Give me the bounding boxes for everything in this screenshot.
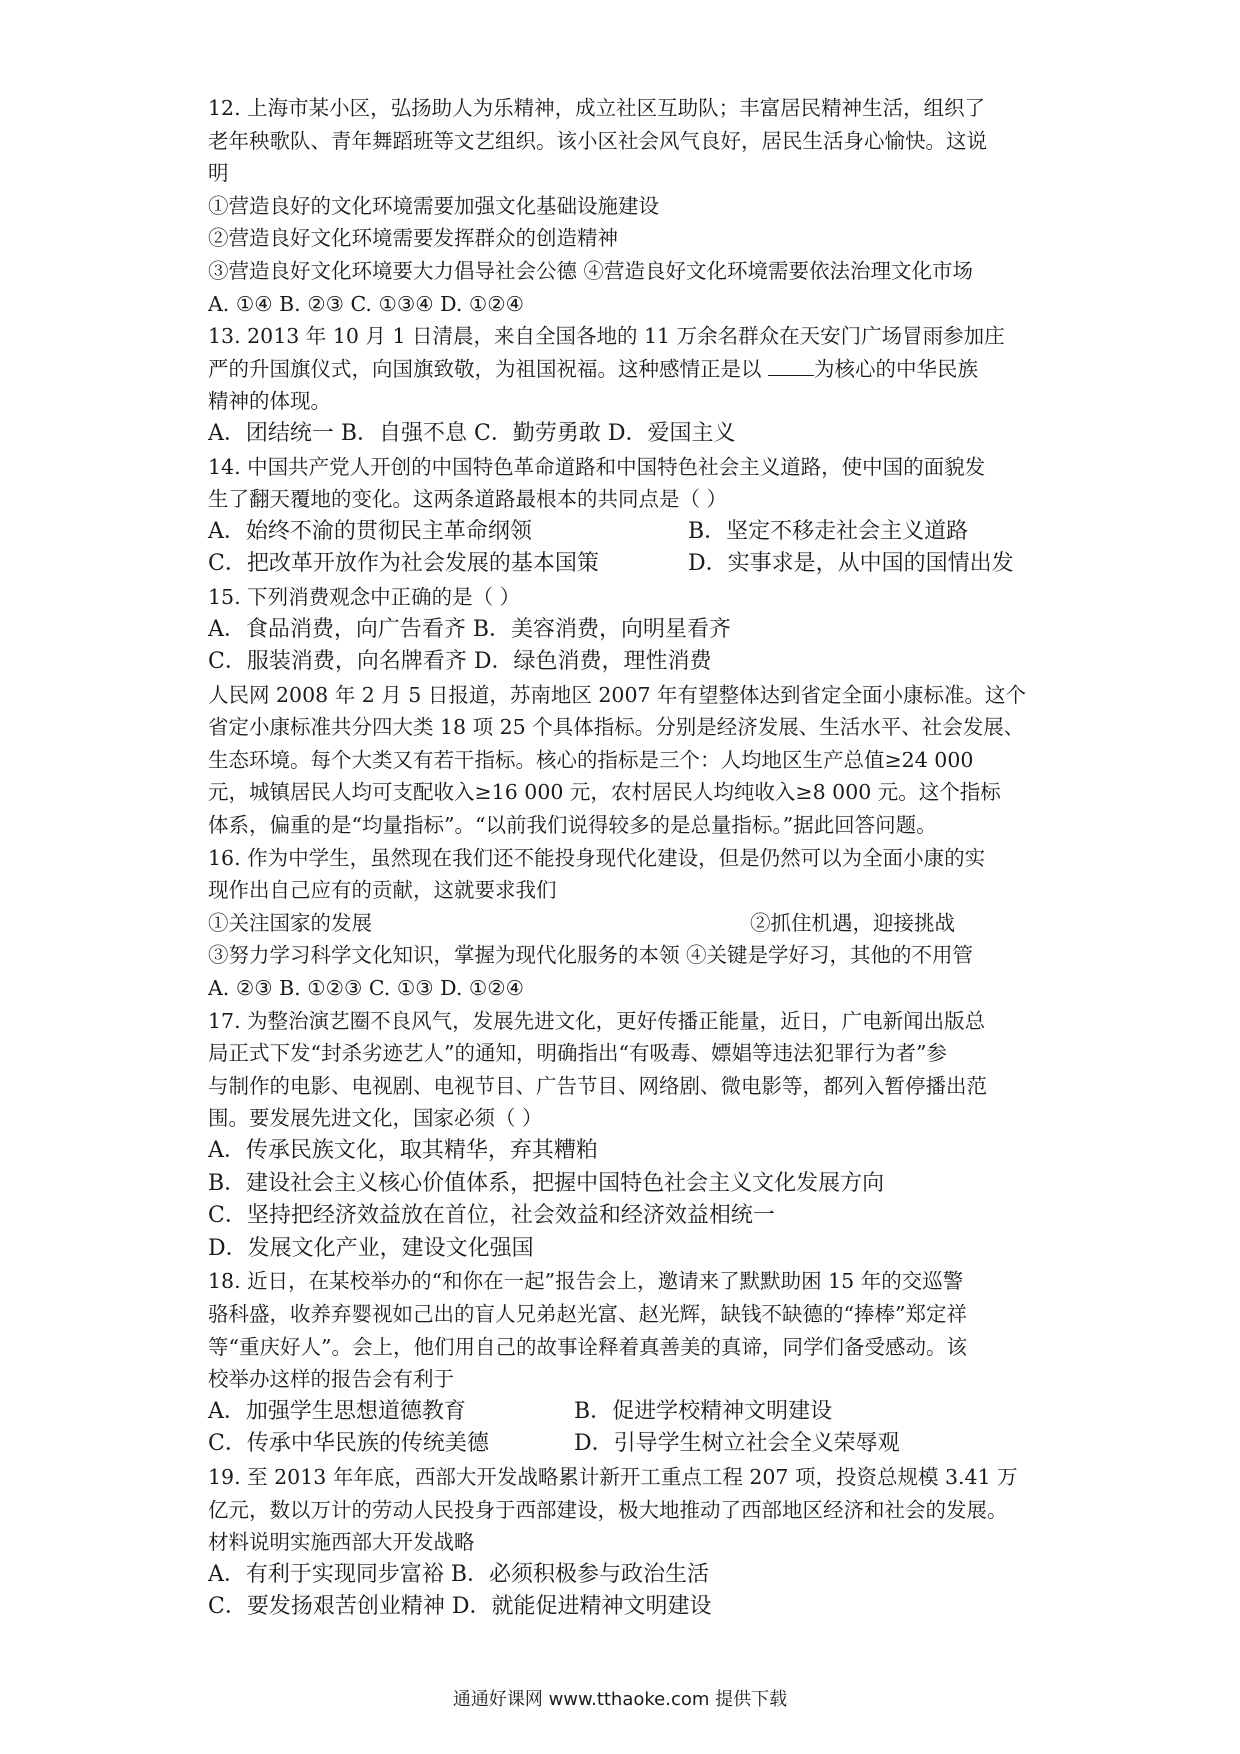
question-text: 严的升国旗仪式，向国旗致敬，为祖国祝福。这种感情正是以 [208, 356, 769, 381]
answer-options: A．团结统一 B．自强不息 C．勤劳勇敢 D．爱国主义 [208, 420, 736, 446]
statement-item: ②抓住机遇，迎接挑战 [750, 910, 955, 935]
question-text: 材料说明实施西部大开发战略 [208, 1530, 475, 1555]
option-a: A．始终不渝的贯彻民主革命纲领 [208, 518, 532, 544]
statement-item: ①营造良好的文化环境需要加强文化基础设施建设 [208, 193, 659, 218]
option-c: C．把改革开放作为社会发展的基本国策 [208, 551, 599, 577]
question-text: 15. 下列消费观念中正确的是（ ） [208, 584, 521, 609]
question-text: 16. 作为中学生，虽然现在我们还不能投身现代化建设，但是仍然可以为全面小康的实 [208, 845, 986, 870]
statement-item: ③努力学习科学文化知识，掌握为现代化服务的本领 ④关键是学好习，其他的不用管 [208, 943, 974, 968]
question-13 [208, 320, 1040, 450]
question-text: 亿元，数以万计的劳动人民投身于西部建设，极大地推动了西部地区经济和社会的发展。 [208, 1497, 1008, 1522]
option-a: A．加强学生思想道德教育 [208, 1398, 466, 1424]
question-text: 13. 2013 年 10 月 1 日清晨，来自全国各地的 11 万余名群众在天安门广场冒雨参加庄 [208, 324, 1005, 349]
answer-options: A. ①④ B. ②③ C. ①③④ D. ①②④ [208, 291, 524, 316]
question-text: 与制作的电影、电视剧、电视节目、广告节目、网络剧、微电影等，都列入暂停播出范 [208, 1073, 987, 1098]
passage-text: 人民网 2008 年 2 月 5 日报道，苏南地区 2007 年有望整体达到省定全面小康标准。这个 [208, 682, 1027, 707]
statement-row [208, 907, 1040, 940]
option-a: A．传承民族文化，取其精华，弃其糟粕 [208, 1138, 598, 1163]
question-text: 精神的体现。 [208, 389, 331, 414]
question-text: 现作出自己应有的贡献，这就要求我们 [208, 878, 557, 903]
option-d: D．发展文化产业，建设文化强国 [208, 1235, 534, 1261]
page-footer: 通通好课网 www.tthaoke.com 提供下载 [452, 1689, 788, 1710]
fill-in-blank [768, 355, 814, 376]
question-text: 校举办这样的报告会有利于 [208, 1367, 454, 1392]
question-text: 等“重庆好人”。会上，他们用自己的故事诠释着真善美的真谛，同学们备受感动。该 [208, 1334, 967, 1359]
question-19 [208, 1461, 1040, 1624]
option-d: D．实事求是，从中国的国情出发 [688, 551, 1014, 577]
passage-text: 体系，偏重的是“均量指标”。“以前我们说得较多的是总量指标。”据此回答问题。 [208, 813, 937, 838]
exam-page [208, 92, 1040, 1624]
question-text: 明 [208, 161, 229, 186]
option-b: B．建设社会主义核心价值体系，把握中国特色社会主义文化发展方向 [208, 1170, 885, 1196]
question-text: 围。要发展先进文化，国家必须（ ） [208, 1106, 543, 1131]
option-d: D．引导学生树立社会全义荣辱观 [574, 1431, 900, 1457]
answer-options-row [208, 548, 1040, 581]
answer-options-row [208, 1396, 1040, 1429]
passage-text: 省定小康标准共分四大类 18 项 25 个具体指标。分别是经济发展、生活水平、社会发展、 [208, 715, 1025, 740]
answer-options: A. ②③ B. ①②③ C. ①③ D. ①②④ [208, 976, 524, 1001]
question-text-with-blank [208, 353, 1040, 386]
answer-options-row [208, 516, 1040, 549]
answer-options: C．要发扬艰苦创业精神 D．就能促进精神文明建设 [208, 1594, 712, 1620]
statement-item: ②营造良好文化环境需要发挥群众的创造精神 [208, 226, 618, 251]
statement-item: ③营造良好文化环境要大力倡导社会公德 ④营造良好文化环境需要依法治理文化市场 [208, 258, 974, 283]
answer-options: A．有利于实现同步富裕 B．必须积极参与政治生活 [208, 1561, 710, 1587]
statement-item: ①关注国家的发展 [208, 910, 372, 935]
question-text: 17. 为整治演艺圈不良风气，发展先进文化，更好传播正能量，近日，广电新闻出版总 [208, 1008, 986, 1033]
question-text: 19. 至 2013 年年底，西部大开发战略累计新开工重点工程 207 项，投资总规模 3.41 万 [208, 1464, 1018, 1489]
question-14 [208, 451, 1040, 581]
passage-text: 元，城镇居民人均可支配收入≥16 000 元，农村居民人均纯收入≥8 000 元。这个指标 [208, 780, 1001, 805]
question-text: 12. 上海市某小区，弘扬助人为乐精神，成立社区互助队；丰富居民精神生活，组织了 [208, 96, 986, 120]
question-text: 老年秧歌队、青年舞蹈班等文艺组织。该小区社会风气良好，居民生活身心愉快。这说 [208, 128, 987, 153]
option-b: B．促进学校精神文明建设 [574, 1398, 833, 1424]
question-17 [208, 1005, 1040, 1266]
question-16 [208, 842, 1040, 1005]
question-text: 局正式下发“封杀劣迹艺人”的通知，明确指出“有吸毒、嫖娼等违法犯罪行为者”参 [208, 1041, 947, 1066]
question-text: 为核心的中华民族 [814, 356, 979, 381]
option-c: C．传承中华民族的传统美德 [208, 1431, 489, 1457]
reading-passage [208, 679, 1040, 842]
question-18 [208, 1265, 1040, 1461]
option-c: C．坚持把经济效益放在首位，社会效益和经济效益相统一 [208, 1203, 775, 1229]
question-text: 18. 近日，在某校举办的“和你在一起”报告会上，邀请来了默默助困 15 年的交巡警 [208, 1269, 964, 1294]
question-15 [208, 581, 1040, 679]
question-text: 14. 中国共产党人开创的中国特色革命道路和中国特色社会主义道路，使中国的面貌发 [208, 454, 986, 479]
passage-text: 生态环境。每个大类又有若干指标。核心的指标是三个：人均地区生产总值≥24 000 [208, 747, 974, 772]
question-text: 生了翻天覆地的变化。这两条道路最根本的共同点是（ ） [208, 487, 728, 512]
answer-options: C．服装消费，向名牌看齐 D．绿色消费，理性消费 [208, 649, 712, 675]
question-12 [208, 92, 1040, 320]
option-b: B．坚定不移走社会主义道路 [688, 518, 969, 544]
answer-options: A．食品消费，向广告看齐 B．美容消费，向明星看齐 [208, 616, 732, 642]
answer-options-row [208, 1428, 1040, 1461]
question-text: 骆科盛，收养弃婴视如己出的盲人兄弟赵光富、赵光辉，缺钱不缺德的“捧棒”郑定祥 [208, 1301, 967, 1326]
